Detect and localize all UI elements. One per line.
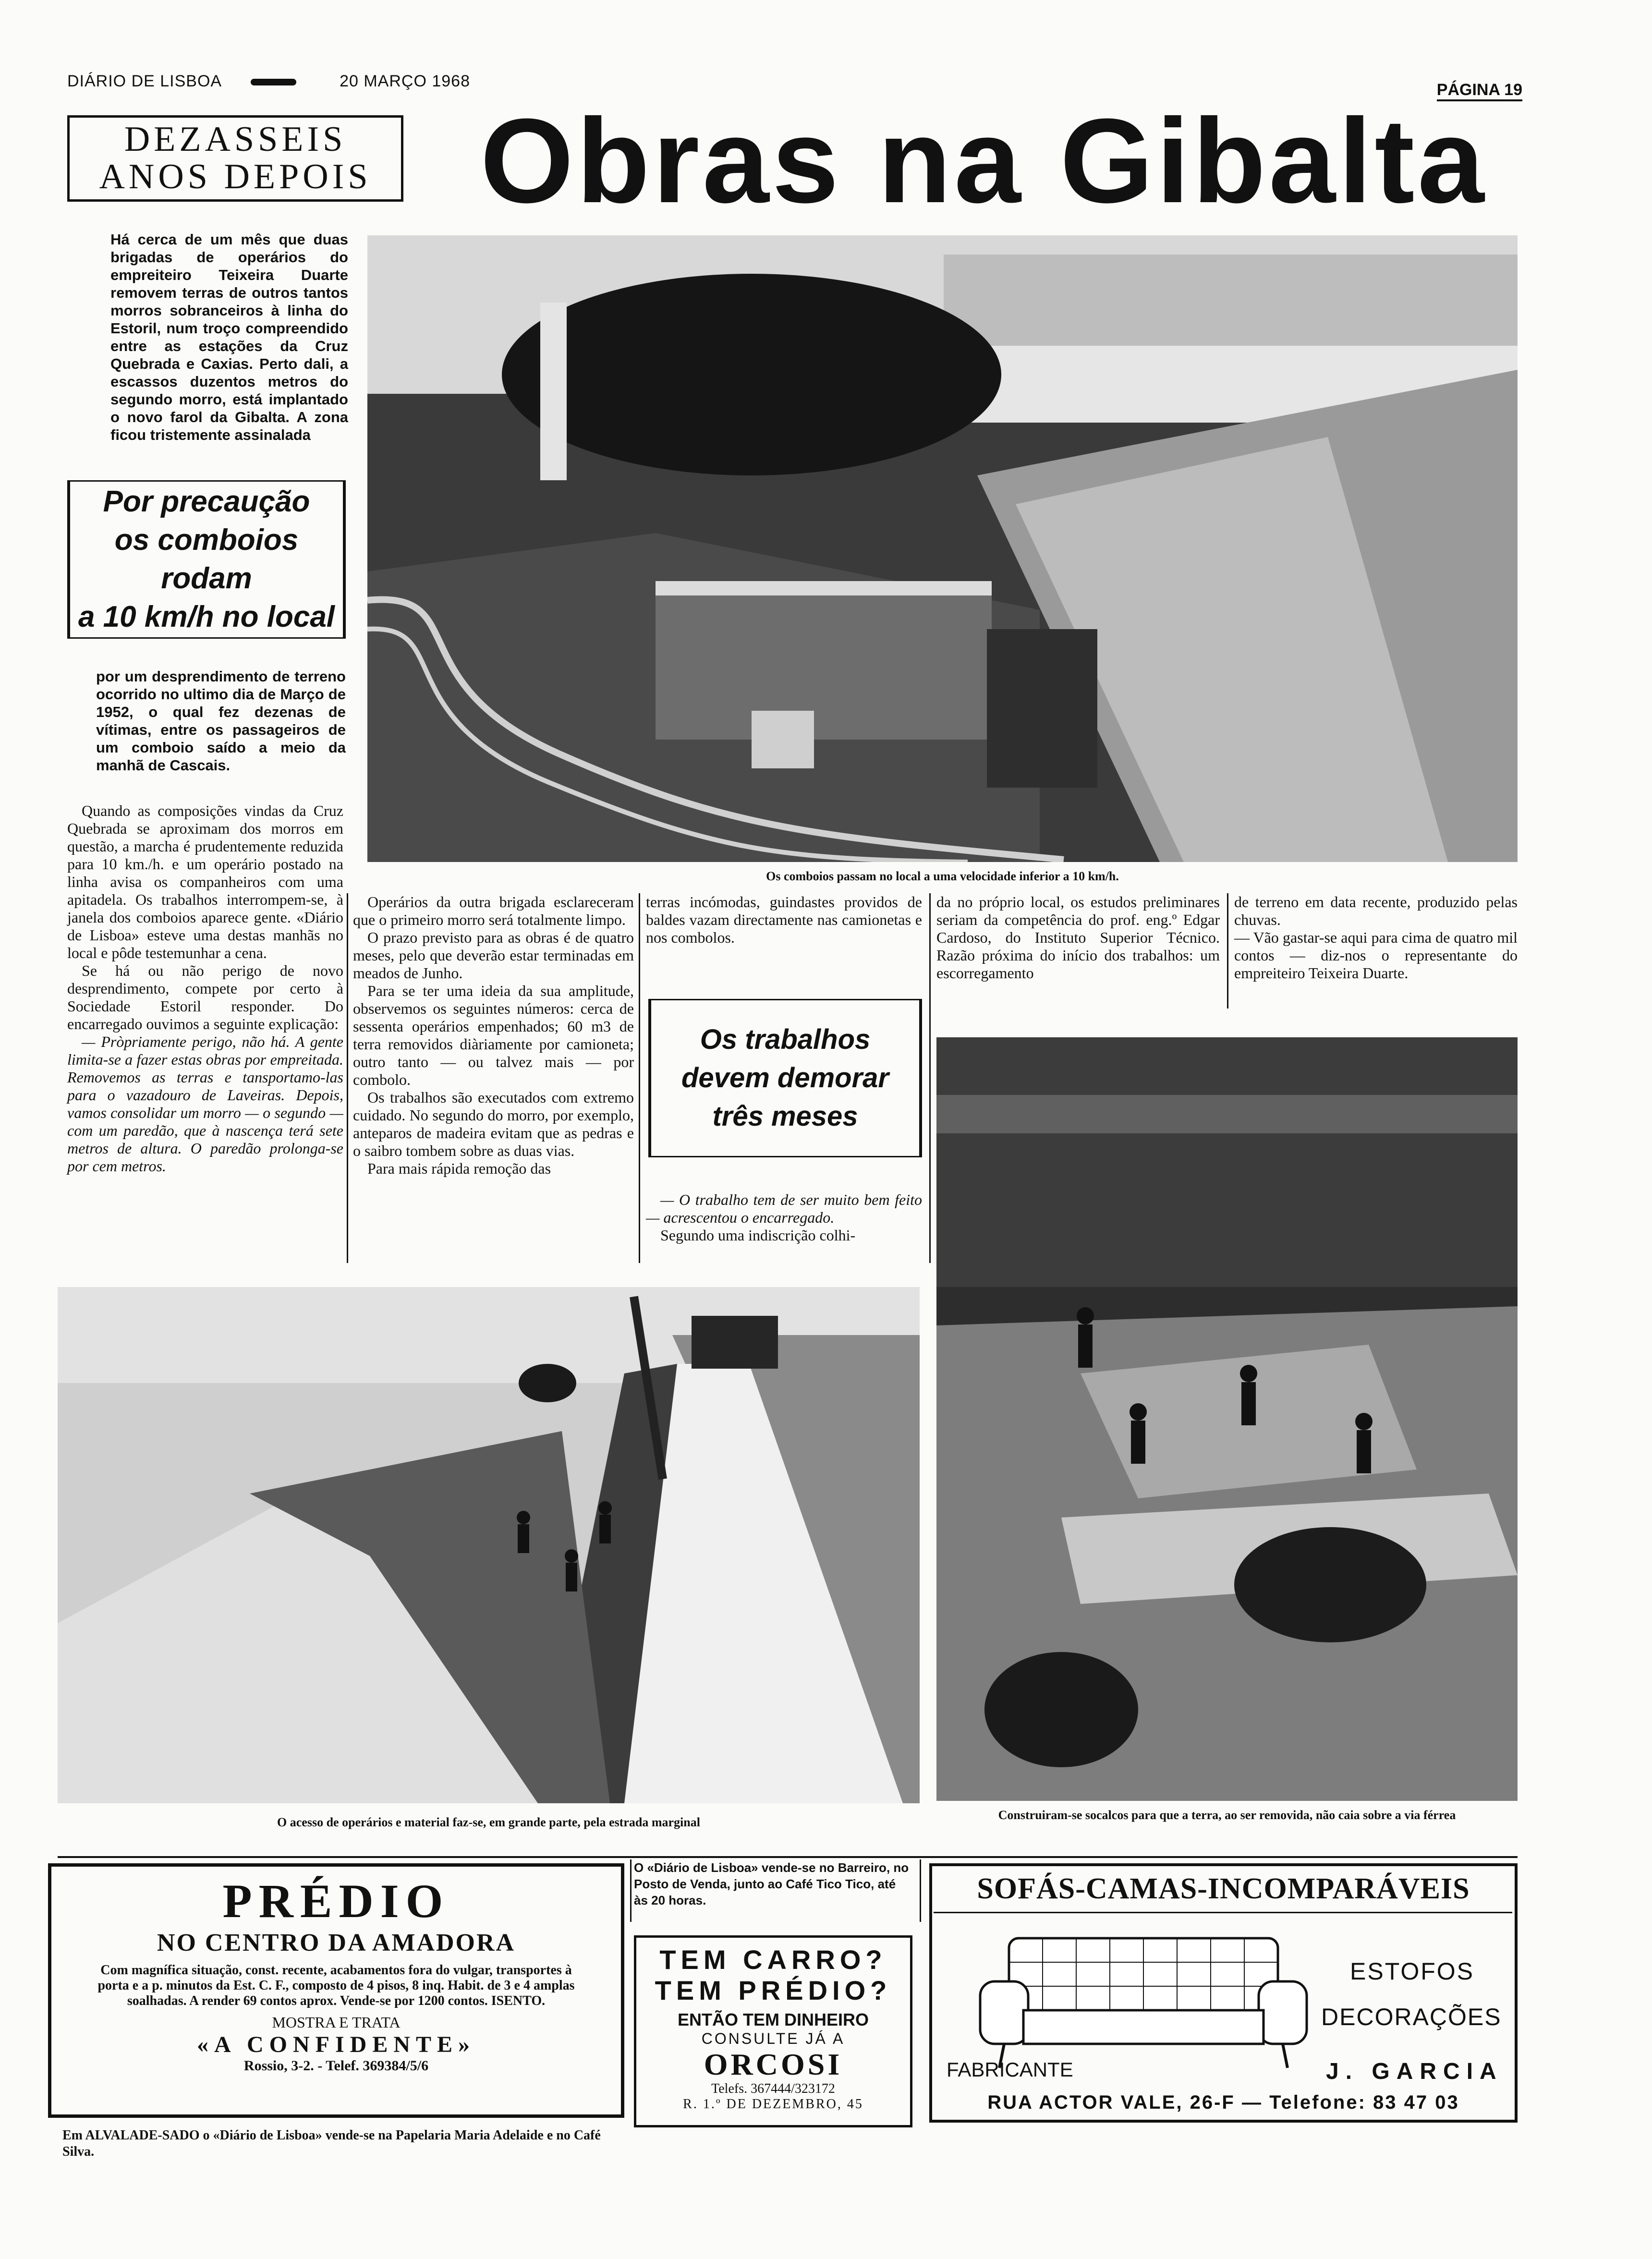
callout-line: devem demorar: [681, 1062, 889, 1093]
ad-line: MOSTRA E TRATA: [272, 2014, 401, 2031]
ad-line: TEM PRÉDIO?: [655, 1975, 892, 2005]
callout-duration: [648, 999, 922, 1157]
photo-caption: O acesso de operários e material faz-se, em grande parte, pela estrada marginal: [277, 1815, 700, 1829]
photo-caption: Os comboios passam no local a uma velocidade inferior a 10 km/h.: [766, 869, 1119, 883]
ad-tag: DECORAÇÕES: [1321, 2004, 1502, 2030]
column-rule: [347, 893, 348, 1263]
photo-terraces-image: [936, 1037, 1518, 1801]
article-column-3: [646, 893, 922, 947]
column-rule: [630, 1859, 632, 1922]
photo-caption: Construiram-se socalcos para que a terra, ao ser removida, não caia sobre a via férrea: [998, 1808, 1456, 1822]
ad-line: TEM CARRO?: [659, 1944, 887, 1975]
kicker-line: DEZASSEIS: [124, 120, 347, 159]
masthead-logo-icon: [251, 79, 296, 85]
masthead: [67, 72, 499, 91]
column-rule: [639, 893, 640, 1263]
notice-barreiro: O «Diário de Lisboa» vende-se no Barreiro, no Posto de Venda, junto ao Café Tico Tico, até às 20 horas.: [634, 1860, 909, 1907]
ad-fabricante: FABRICANTE: [947, 2058, 1073, 2081]
ad-brand: ORCOSI: [704, 2047, 843, 2081]
paragraph: O prazo previsto para as obras é de quatro meses, pelo que deverão estar terminadas em meados de Junho.: [353, 929, 634, 982]
ad-orcosi: [634, 1935, 912, 2127]
lead-paragraph-continued: por um desprendimento de terreno ocorrido no ultimo dia de Março de 1952, o qual fez dezenas de vítimas, entre os passageiros de um comboio saído a meio da manhã de Cascais.: [96, 668, 346, 774]
headline: Obras na Gibalta: [480, 94, 1487, 228]
photo-railway-works: [367, 235, 1518, 862]
paragraph: Operários da outra brigada esclareceram que o primeiro morro será totalmente limpo.: [353, 893, 634, 928]
page-number: PÁGINA 19: [1437, 81, 1522, 101]
quote-paragraph: — O trabalho tem de ser muito bem feito — acrescentou o encarregado.: [646, 1191, 922, 1226]
paper-name: DIÁRIO DE LISBOA: [67, 72, 222, 90]
ad-line: ENTÃO TEM DINHEIRO: [677, 2010, 869, 2029]
callout-line: Por precaução: [103, 485, 310, 518]
ad-maker: J. GARCIA: [1326, 2059, 1503, 2084]
photo-coastal-road: [58, 1287, 920, 1803]
article-column-1: [67, 802, 343, 1175]
article-column-5: de terreno em data recente, produzido pelas chuvas. — Vão gastar-se aqui para cima de quatro mil contos — diz-nos o representante do empreiteiro Teixeira Duarte.: [1234, 893, 1518, 982]
article-column-4: da no próprio local, os estudos preliminares seriam da competência do prof. eng.º Edgar Cardoso, do Instituto Superior Técnico. Razão próxima do início dos trabalhos: um escorregamento: [936, 893, 1220, 982]
paragraph: Quando as composições vindas da Cruz Quebrada se aproximam dos morros em questão, a marcha é prudentemente reduzida para 10 km./h. e um operário postado na linha avisa os companheiros com uma apitadela. Os trabalhos interrompem-se, à janela dos comboios aparece gente. «Diário de Lisboa» esteve uma destas manhãs no local e pôde testemunhar a cena.: [67, 802, 343, 961]
ad-address: Rossio, 3-2. - Telef. 369384/5/6: [243, 2058, 429, 2074]
article-column-3-end: [646, 1191, 922, 1244]
callout-line: a 10 km/h no local: [78, 600, 335, 633]
kicker-line: ANOS DEPOIS: [99, 157, 372, 196]
ad-title: SOFÁS-CAMAS-INCOMPARÁVEIS: [977, 1872, 1470, 1905]
photo-terraces: [936, 1037, 1518, 1801]
ad-address: R. 1.º DE DEZEMBRO, 45: [683, 2097, 863, 2112]
ad-phones: Telefs. 367444/323172: [711, 2081, 835, 2096]
ad-agency: «A CONFIDENTE»: [196, 2032, 476, 2057]
callout-line: três meses: [712, 1101, 858, 1132]
issue-date: 20 MARÇO 1968: [340, 72, 470, 90]
ad-line: CONSULTE JÁ A: [701, 2030, 845, 2047]
callout-precaution: [67, 480, 346, 639]
paragraph: terras incómodas, guindastes providos de baldes vazam directamente nas camionetas e nos combolos.: [646, 893, 922, 946]
ad-predio: [48, 1863, 624, 2118]
quote-paragraph: — Pròpriamente perigo, não há. A gente limita-se a fazer estas obras por empreitada. Removemos as terras e tansportamo-las para o vazadouro de Laveiras. Depois, vamos consolidar um morro — o segundo — com um paredão, que à nascença terá sete metros de altura. O paredão prolonga-se por cem metros.: [67, 1033, 343, 1175]
classified-rule: [58, 1856, 1518, 1858]
photo-coastal-road-image: [58, 1287, 920, 1803]
column-rule: [920, 1859, 921, 1922]
ad-sofas: [929, 1863, 1518, 2123]
paragraph: Segundo uma indiscrição colhi-: [660, 1227, 856, 1244]
ad-address: RUA ACTOR VALE, 26-F — Telefone: 83 47 03: [987, 2092, 1459, 2113]
paragraph: Para se ter uma ideia da sua amplitude, observemos os seguintes números: cerca de sessenta operários empenhados; 60 m3 de terra removidos diàriamente por camioneta; outro tanto — ou talvez mais — por combolo.: [353, 982, 634, 1088]
ad-title: PRÉDIO: [222, 1874, 450, 1928]
column-rule: [1227, 893, 1228, 1008]
ad-subtitle: NO CENTRO DA AMADORA: [157, 1929, 516, 1956]
ad-body: Com magnífica situação, const. recente, acabamentos fora do vulgar, transportes à porta e a p. minutos da Est. C. F., composto de 4 pisos, 8 inq. Habit. de 3 e 4 amplas soalhadas. A render 69 contos aprox. Vende-se por 1200 contos. ISENTO.: [97, 1963, 575, 2008]
callout-line: os comboios rodam: [114, 523, 299, 595]
callout-line: Os trabalhos: [700, 1024, 871, 1055]
article-column-2: [353, 893, 634, 1178]
sofa-icon: [971, 1929, 1316, 2073]
column-rule: [929, 893, 931, 1263]
ad-tag: ESTOFOS: [1350, 1958, 1475, 1985]
lead-paragraph: Há cerca de um mês que duas brigadas de operários do empreiteiro Teixeira Duarte removem terras de outros tantos morros sobranceiros à linha do Estoril, num troço compreendido entre as estações da Cruz Quebrada e Caxias. Perto dali, a escassos duzentos metros do segundo morro, está implantado o novo farol da Gibalta. A zona ficou tristemente assinalada: [110, 231, 348, 443]
paragraph: Se há ou não perigo de novo desprendimento, compete por certo à Sociedade Estoril responder. Do encarregado ouvimos a seguinte explicação:: [67, 962, 343, 1032]
photo-railway-works-image: [367, 235, 1518, 862]
paragraph: Para mais rápida remoção das: [367, 1160, 551, 1177]
kicker-box: [67, 115, 403, 202]
paragraph: Os trabalhos são executados com extremo cuidado. No segundo do morro, por exemplo, anteparos de madeira evitam que as pedras e o saibro tombem sobre as duas vias.: [353, 1089, 634, 1159]
notice-alvalade: Em ALVALADE-SADO o «Diário de Lisboa» vende-se na Papelaria Maria Adelaide e no Café Silva.: [62, 2128, 601, 2159]
ad-divider: [934, 1912, 1512, 1913]
